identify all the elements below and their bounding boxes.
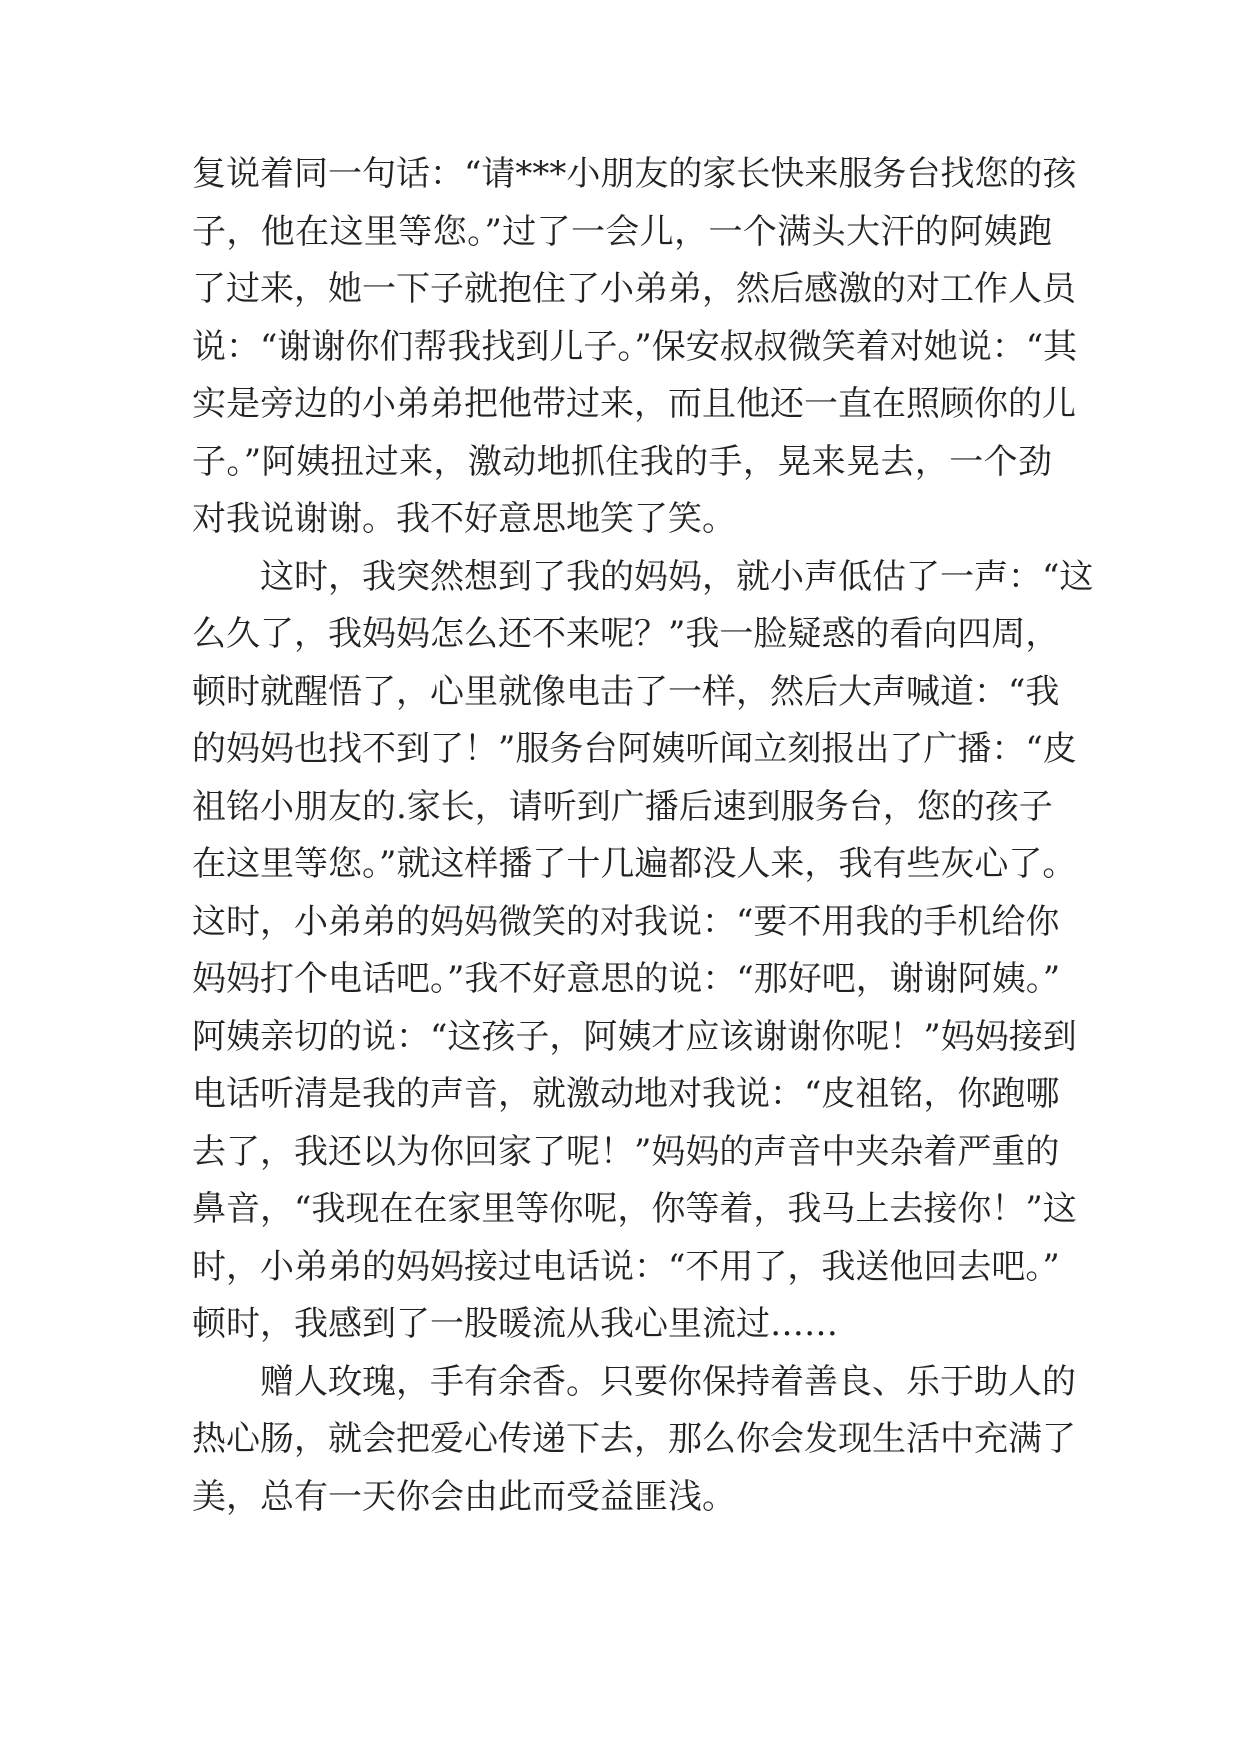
text-line: 去了，我还以为你回家了呢！”妈妈的声音中夹杂着严重的 bbox=[192, 1131, 1060, 1172]
paragraph-2 bbox=[192, 549, 1094, 1354]
text-line: 美，总有一天你会由此而受益匪浅。 bbox=[192, 1476, 736, 1517]
text-line: 阿姨亲切的说：“这孩子，阿姨才应该谢谢你呢！”妈妈接到 bbox=[192, 1016, 1077, 1057]
text-line: 祖铭小朋友的.家长，请听到广播后速到服务台，您的孩子 bbox=[192, 786, 1053, 827]
text-line: 妈妈打个电话吧。”我不好意思的说：“那好吧，谢谢阿姨。” bbox=[192, 959, 1061, 999]
paragraph-3 bbox=[192, 1354, 1076, 1527]
text-line: 顿时就醒悟了，心里就像电击了一样，然后大声喊道：“我 bbox=[192, 671, 1060, 712]
text-line: 了过来，她一下子就抱住了小弟弟，然后感激的对工作人员 bbox=[192, 269, 1076, 309]
text-line: 说：“谢谢你们帮我找到儿子。”保安叔叔微笑着对她说：“其 bbox=[192, 326, 1078, 367]
text-line: 这时，小弟弟的妈妈微笑的对我说：“要不用我的手机给你 bbox=[192, 901, 1060, 942]
text-line: 时，小弟弟的妈妈接过电话说：“不用了，我送他回去吧。” bbox=[192, 1246, 1060, 1287]
text-line: 热心肠，就会把爱心传递下去，那么你会发现生活中充满了 bbox=[192, 1419, 1076, 1459]
text-line: 么久了，我妈妈怎么还不来呢？”我一脸疑惑的看向四周， bbox=[192, 614, 1060, 654]
text-line: 对我说谢谢。我不好意思地笑了笑。 bbox=[192, 499, 736, 539]
text-line: 在这里等您。”就这样播了十几遍都没人来，我有些灰心了。 bbox=[192, 844, 1077, 884]
text-line: 鼻音，“我现在在家里等你呢，你等着，我马上去接你！”这 bbox=[192, 1189, 1077, 1229]
text-line: 赠人玫瑰，手有余香。只要你保持着善良、乐于助人的 bbox=[260, 1361, 1076, 1402]
text-line: 子。”阿姨扭过来，激动地抓住我的手，晃来晃去，一个劲 bbox=[192, 441, 1052, 482]
text-line: 复说着同一句话：“请***小朋友的家长快来服务台找您的孩 bbox=[192, 154, 1077, 194]
text-line: 实是旁边的小弟弟把他带过来，而且他还一直在照顾你的儿 bbox=[192, 384, 1076, 424]
paragraph-1 bbox=[192, 146, 1078, 549]
document-body bbox=[192, 146, 1094, 1526]
text-line: 顿时，我感到了一股暖流从我心里流过…… bbox=[192, 1304, 838, 1344]
text-line: 子，他在这里等您。”过了一会儿，一个满头大汗的阿姨跑 bbox=[192, 211, 1052, 252]
text-line: 电话听清是我的声音，就激动地对我说：“皮祖铭，你跑哪 bbox=[192, 1074, 1060, 1114]
text-line: 这时，我突然想到了我的妈妈，就小声低估了一声：“这 bbox=[260, 556, 1094, 597]
text-line: 的妈妈也找不到了！”服务台阿姨听闻立刻报出了广播：“皮 bbox=[192, 729, 1077, 769]
